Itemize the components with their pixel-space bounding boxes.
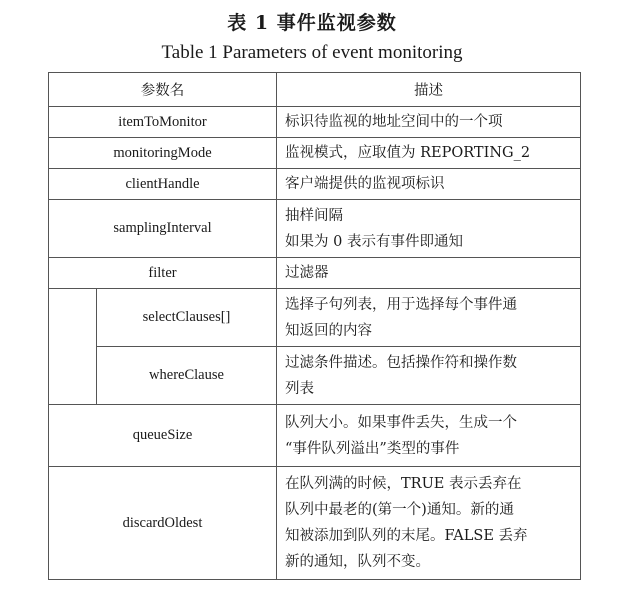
sub-parameter-indent (49, 289, 97, 405)
param-name: discardOldest (49, 467, 277, 580)
table-title-chinese: 表 1 事件监视参数 (227, 12, 397, 34)
table-row (49, 169, 581, 200)
description-line: 抽样间隔 (285, 207, 343, 224)
param-name: selectClauses[] (97, 289, 277, 347)
header-param-name: 参数名 (49, 73, 277, 107)
param-description (277, 289, 581, 347)
param-description (277, 138, 581, 169)
header-description: 描述 (277, 73, 581, 107)
table-row (49, 200, 581, 258)
description-line: 队列中最老的(第一个)通知。新的通 (285, 502, 514, 518)
description-line: 过滤器 (285, 265, 329, 281)
description-line: 列表 (285, 380, 314, 397)
param-name: clientHandle (49, 169, 277, 200)
table-row (49, 289, 581, 347)
description-line: “事件队列溢出”类型的事件 (285, 440, 460, 457)
param-description (277, 200, 581, 258)
param-description (277, 467, 581, 580)
description-line: 知返回的内容 (285, 322, 372, 339)
description-line: 客户端提供的监视项标识 (285, 176, 445, 192)
description-line: 标识待监视的地址空间中的一个项 (285, 114, 503, 130)
table-row (49, 258, 581, 289)
parameters-table (48, 72, 581, 580)
description-line: 知被添加到队列的末尾。FALSE 丢弃 (285, 528, 528, 544)
table-row (49, 347, 581, 405)
table-row (49, 107, 581, 138)
param-description (277, 169, 581, 200)
table-row (49, 467, 581, 580)
param-name: monitoringMode (49, 138, 277, 169)
description-line: 监视模式，应取值为 REPORTING_2 (285, 145, 531, 161)
param-name: whereClause (97, 347, 277, 405)
description-line: 如果为 0 表示有事件即通知 (285, 233, 463, 250)
description-line: 队列大小。如果事件丢失，生成一个 (285, 414, 517, 431)
description-line: 在队列满的时候，TRUE 表示丢弃在 (285, 476, 522, 492)
param-description (277, 107, 581, 138)
param-name: filter (49, 258, 277, 289)
param-name: itemToMonitor (49, 107, 277, 138)
param-name: samplingInterval (49, 200, 277, 258)
description-line: 过滤条件描述。包括操作符和操作数 (285, 354, 517, 371)
param-description (277, 347, 581, 405)
description-line: 新的通知，队列不变。 (285, 554, 430, 570)
param-name: queueSize (49, 405, 277, 467)
param-description (277, 258, 581, 289)
table-row (49, 405, 581, 467)
param-description (277, 405, 581, 467)
table-header-row (49, 73, 581, 107)
table-title-english: Table 1 Parameters of event monitoring (161, 42, 463, 63)
table-row (49, 138, 581, 169)
description-line: 选择子句列表，用于选择每个事件通 (285, 296, 517, 313)
